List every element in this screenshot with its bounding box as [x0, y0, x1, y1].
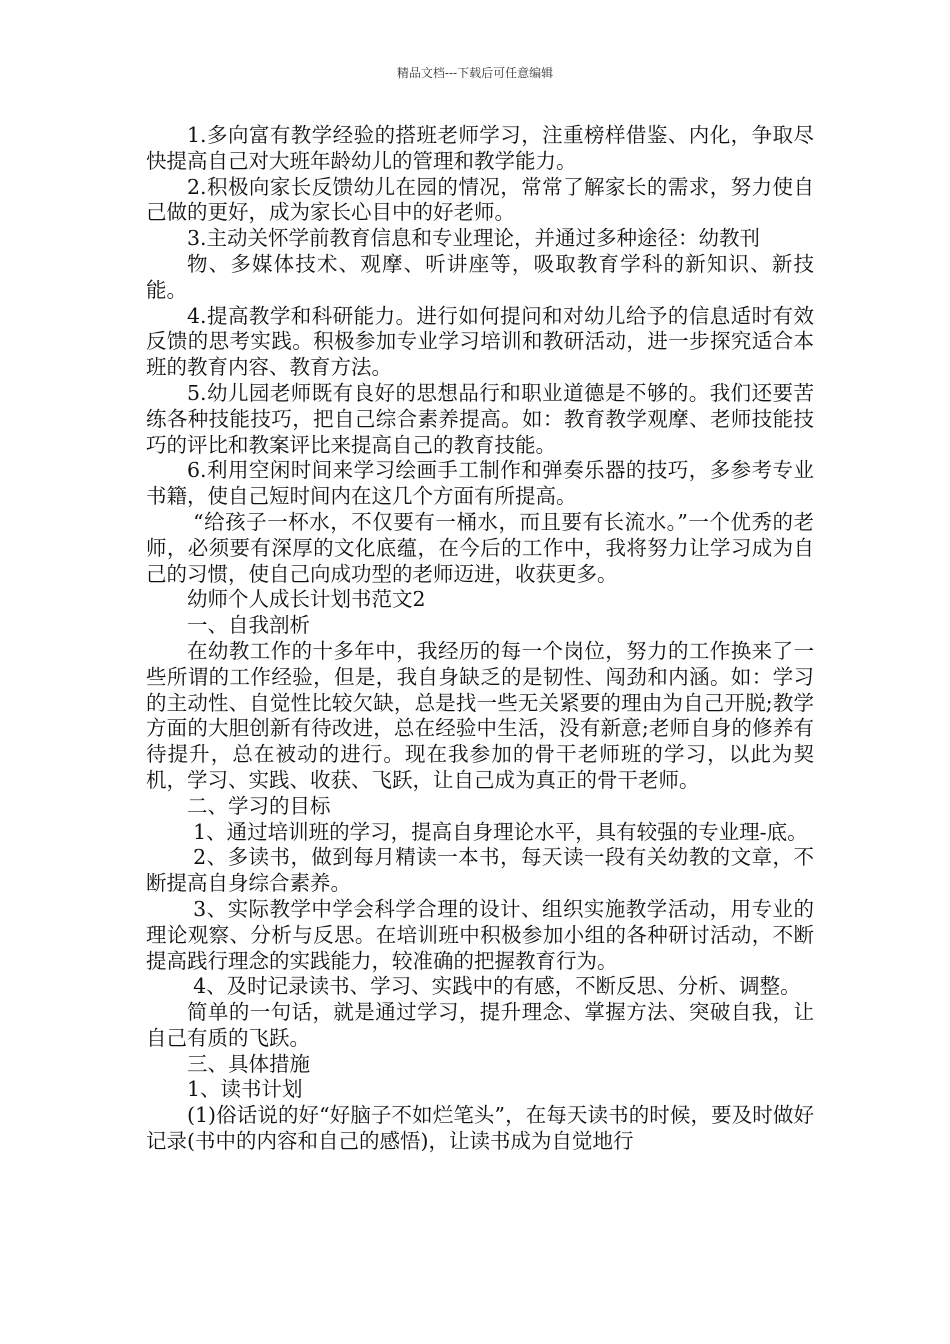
heading-learning-goals: 二、学习的目标 — [187, 793, 331, 818]
goal-1: 1、通过培训班的学习，提高自身理论水平，具有较强的专业理-底。 — [193, 819, 808, 844]
paragraph-1: 1.多向富有教学经验的搭班老师学习，注重榜样借鉴、内化，争取尽快提高自己对大班年龄幼儿的管理和教学能力。 — [146, 123, 814, 173]
document-body — [146, 123, 814, 1155]
goal-4: 4、及时记录读书、学习、实践中的有感，不断反思、分析、调整。 — [193, 974, 801, 999]
heading-self-analysis: 一、自我剖析 — [187, 613, 310, 638]
section-title: 幼师个人成长计划书范文2 — [187, 587, 426, 612]
paragraph-4: 物、多媒体技术、观摩、听讲座等，吸取教育学科的新知识、新技能。 — [146, 251, 814, 302]
paragraph-self-analysis: 在幼教工作的十多年中，我经历的每一个岗位，努力的工作换来了一些所谓的工作经验，但是，我自身缺乏的是韧性、闯劲和内涵。如：学习的主动性、自觉性比较欠缺，总是找一些无关紧要的理由为自己开脱;教学方面的大胆创新有待改进，总在经验中生活，没有新意;老师自身的修养有待提升，总在被动的进行。现在我参加的骨干老师班的学习，以此为契机，学习、实践、收获、飞跃，让自己成为真正的骨干老师。 — [146, 638, 814, 792]
paragraph-reading-1: (1)俗话说的好“好脑子不如烂笔头”，在每天读书的时候，要及时做好记录(书中的内容和自己的感悟)，让读书成为自觉地行 — [146, 1103, 814, 1154]
paragraph-3: 3.主动关怀学前教育信息和专业理论，并通过多种途径：幼教刊 — [187, 226, 761, 251]
heading-measures: 三、具体措施 — [187, 1051, 310, 1076]
heading-reading-plan: 1、读书计划 — [187, 1077, 303, 1102]
paragraph-5: 4.提高教学和科研能力。进行如何提问和对幼儿给予的信息适时有效反馈的思考实践。积极参加专业学习培训和教研活动，进一步探究适合本班的教育内容、教育方法。 — [146, 303, 814, 380]
page-header: 精品文档---下载后可任意编辑 — [396, 66, 554, 80]
quote-paragraph: “给孩子一杯水，不仅要有一桶水，而且要有长流水。”一个优秀的老师，必须要有深厚的文化底蕴，在今后的工作中，我将努力让学习成为自己的习惯，使自己向成功型的老师迈进，收获更多。 — [146, 509, 814, 586]
paragraph-7: 6.利用空闲时间来学习绘画手工制作和弹奏乐器的技巧，多参考专业书籍，使自己短时间内在这几个方面有所提高。 — [146, 458, 814, 509]
goal-2: 2、多读书，做到每月精读一本书，每天读一段有关幼教的文章，不断提高自身综合素养。 — [146, 845, 814, 896]
paragraph-6: 5.幼儿园老师既有良好的思想品行和职业道德是不够的。我们还要苦练各种技能技巧，把自己综合素养提高。如：教育教学观摩、老师技能技巧的评比和教案评比来提高自己的教育技能。 — [146, 380, 814, 457]
paragraph-summary: 简单的一句话，就是通过学习，提升理念、掌握方法、突破自我，让自己有质的飞跃。 — [146, 1000, 814, 1050]
goal-3: 3、实际教学中学会科学合理的设计、组织实施教学活动，用专业的理论观察、分析与反思。在培训班中积极参加小组的各种研讨活动，不断提高践行理念的实践能力，较准确的把握教育行为。 — [146, 896, 814, 973]
paragraph-2: 2.积极向家长反馈幼儿在园的情况，常常了解家长的需求，努力使自己做的更好，成为家长心目中的好老师。 — [146, 174, 814, 225]
